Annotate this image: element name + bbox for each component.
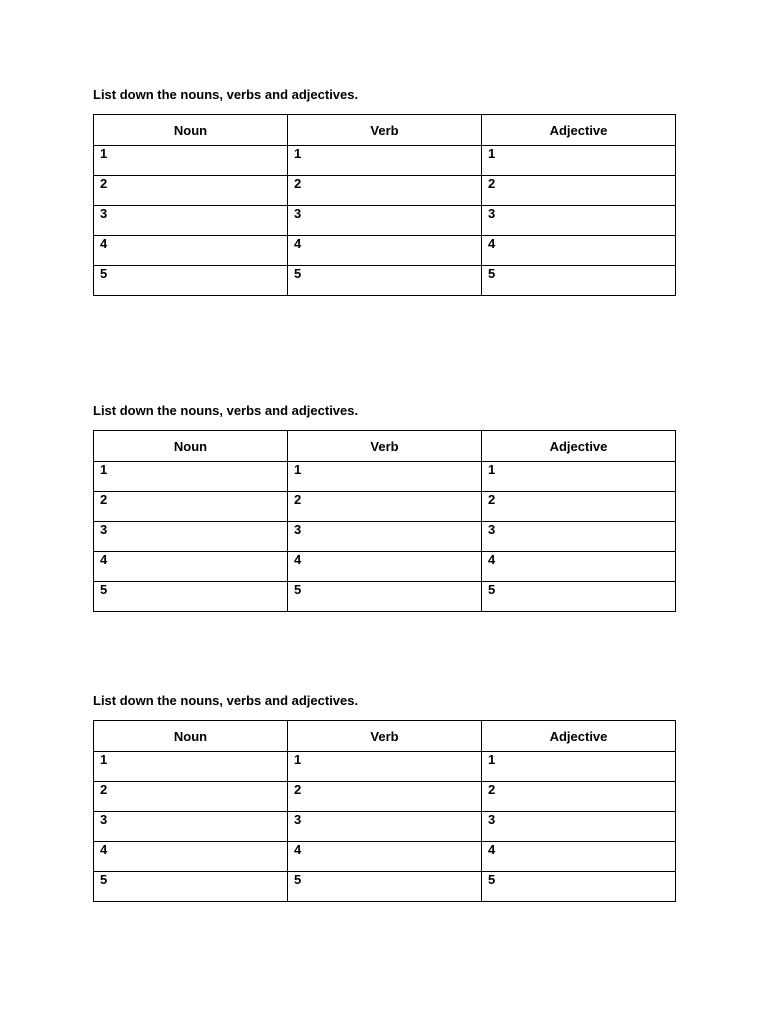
noun-cell[interactable] (94, 146, 288, 176)
row-number: 5 (488, 582, 496, 597)
verb-cell[interactable] (288, 266, 482, 296)
header-noun: Noun (94, 115, 288, 146)
row-number: 1 (100, 752, 108, 767)
adjective-cell[interactable] (482, 842, 676, 872)
adjective-cell[interactable] (482, 522, 676, 552)
verb-cell[interactable] (288, 522, 482, 552)
verb-cell[interactable] (288, 176, 482, 206)
table-row (94, 752, 676, 782)
row-number: 1 (488, 752, 496, 767)
table-row (94, 492, 676, 522)
row-number: 2 (488, 782, 496, 797)
row-number: 3 (294, 522, 302, 537)
row-number: 4 (100, 842, 108, 857)
row-number: 2 (488, 176, 496, 191)
noun-cell[interactable] (94, 842, 288, 872)
row-number: 3 (100, 812, 108, 827)
row-number: 1 (100, 462, 108, 477)
row-number: 5 (100, 872, 108, 887)
row-number: 5 (488, 266, 496, 281)
table-row (94, 266, 676, 296)
row-number: 1 (488, 146, 496, 161)
noun-cell[interactable] (94, 176, 288, 206)
row-number: 4 (294, 552, 302, 567)
row-number: 1 (294, 462, 302, 477)
row-number: 1 (488, 462, 496, 477)
verb-cell[interactable] (288, 236, 482, 266)
noun-cell[interactable] (94, 266, 288, 296)
adjective-cell[interactable] (482, 872, 676, 902)
verb-cell[interactable] (288, 782, 482, 812)
noun-cell[interactable] (94, 872, 288, 902)
header-adjective: Adjective (482, 721, 676, 752)
row-number: 3 (294, 206, 302, 221)
row-number: 4 (488, 236, 496, 251)
adjective-cell[interactable] (482, 812, 676, 842)
verb-cell[interactable] (288, 812, 482, 842)
verb-cell[interactable] (288, 842, 482, 872)
noun-cell[interactable] (94, 582, 288, 612)
row-number: 4 (294, 236, 302, 251)
adjective-cell[interactable] (482, 266, 676, 296)
adjective-cell[interactable] (482, 462, 676, 492)
table-row (94, 872, 676, 902)
table-row (94, 146, 676, 176)
row-number: 4 (488, 842, 496, 857)
row-number: 3 (294, 812, 302, 827)
row-number: 4 (100, 552, 108, 567)
adjective-cell[interactable] (482, 206, 676, 236)
header-row (94, 115, 676, 146)
adjective-cell[interactable] (482, 176, 676, 206)
header-adjective: Adjective (482, 431, 676, 462)
adjective-cell[interactable] (482, 782, 676, 812)
row-number: 2 (488, 492, 496, 507)
row-number: 4 (294, 842, 302, 857)
noun-cell[interactable] (94, 492, 288, 522)
verb-cell[interactable] (288, 552, 482, 582)
noun-cell[interactable] (94, 206, 288, 236)
word-table (93, 430, 676, 612)
noun-cell[interactable] (94, 522, 288, 552)
header-noun: Noun (94, 721, 288, 752)
instruction-text: List down the nouns, verbs and adjectives. (93, 693, 359, 708)
row-number: 5 (294, 266, 302, 281)
noun-cell[interactable] (94, 462, 288, 492)
header-verb: Verb (288, 115, 482, 146)
table-row (94, 176, 676, 206)
noun-cell[interactable] (94, 236, 288, 266)
row-number: 2 (294, 782, 302, 797)
header-noun: Noun (94, 431, 288, 462)
worksheet-3 (93, 693, 676, 902)
row-number: 2 (100, 176, 108, 191)
header-verb: Verb (288, 431, 482, 462)
verb-cell[interactable] (288, 752, 482, 782)
header-adjective: Adjective (482, 115, 676, 146)
table-row (94, 582, 676, 612)
row-number: 3 (100, 522, 108, 537)
row-number: 3 (488, 522, 496, 537)
row-number: 4 (100, 236, 108, 251)
header-row (94, 721, 676, 752)
row-number: 5 (100, 582, 108, 597)
row-number: 2 (294, 176, 302, 191)
header-row (94, 431, 676, 462)
table-row (94, 812, 676, 842)
row-number: 5 (100, 266, 108, 281)
adjective-cell[interactable] (482, 492, 676, 522)
word-table (93, 720, 676, 902)
verb-cell[interactable] (288, 582, 482, 612)
row-number: 3 (488, 206, 496, 221)
verb-cell[interactable] (288, 462, 482, 492)
header-verb: Verb (288, 721, 482, 752)
verb-cell[interactable] (288, 146, 482, 176)
instruction-text: List down the nouns, verbs and adjectives. (93, 87, 359, 102)
worksheet-2 (93, 403, 676, 612)
verb-cell[interactable] (288, 872, 482, 902)
noun-cell[interactable] (94, 782, 288, 812)
row-number: 5 (294, 582, 302, 597)
adjective-cell[interactable] (482, 146, 676, 176)
instruction-text: List down the nouns, verbs and adjectives. (93, 403, 359, 418)
table-row (94, 206, 676, 236)
noun-cell[interactable] (94, 552, 288, 582)
table-row (94, 552, 676, 582)
row-number: 4 (488, 552, 496, 567)
adjective-cell[interactable] (482, 552, 676, 582)
word-table (93, 114, 676, 296)
row-number: 2 (100, 782, 108, 797)
row-number: 2 (100, 492, 108, 507)
row-number: 5 (488, 872, 496, 887)
noun-cell[interactable] (94, 812, 288, 842)
table-row (94, 782, 676, 812)
row-number: 3 (488, 812, 496, 827)
adjective-cell[interactable] (482, 582, 676, 612)
row-number: 1 (294, 146, 302, 161)
verb-cell[interactable] (288, 206, 482, 236)
adjective-cell[interactable] (482, 752, 676, 782)
verb-cell[interactable] (288, 492, 482, 522)
row-number: 2 (294, 492, 302, 507)
table-row (94, 462, 676, 492)
row-number: 3 (100, 206, 108, 221)
row-number: 5 (294, 872, 302, 887)
table-row (94, 842, 676, 872)
adjective-cell[interactable] (482, 236, 676, 266)
noun-cell[interactable] (94, 752, 288, 782)
table-row (94, 522, 676, 552)
row-number: 1 (100, 146, 108, 161)
table-row (94, 236, 676, 266)
row-number: 1 (294, 752, 302, 767)
worksheet-1 (93, 87, 676, 296)
